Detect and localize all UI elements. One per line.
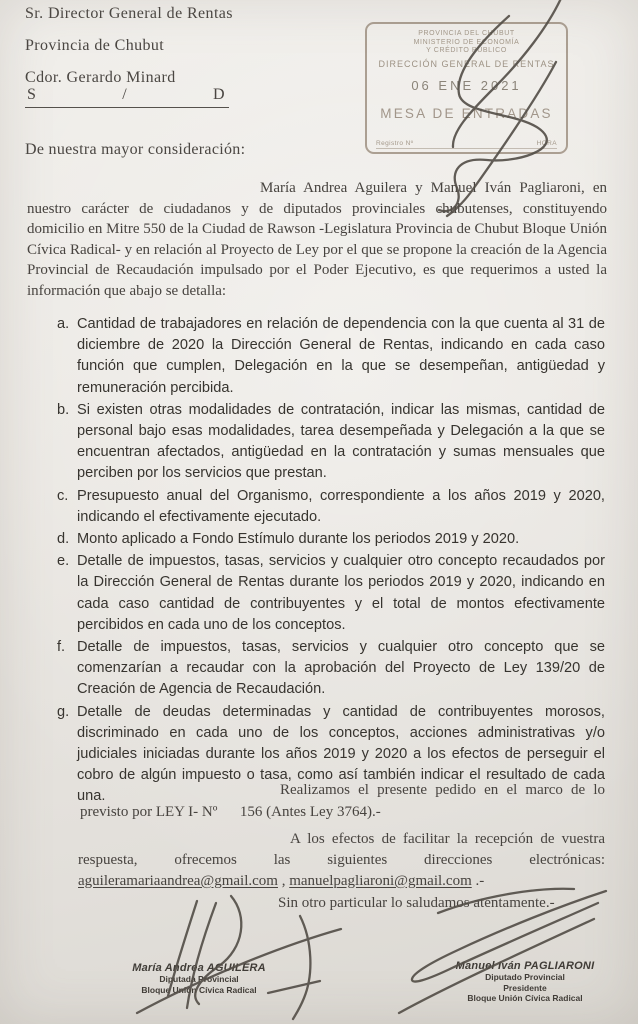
stamp-date: 06 ENE 2021 (411, 77, 522, 93)
closing-contact-paragraph (78, 829, 605, 891)
item-marker: g. (57, 703, 70, 720)
stamp-province-line: PROVINCIA DEL CHUBUT (418, 30, 515, 37)
signer-name: Manuel Iván PAGLIARONI (455, 960, 595, 972)
request-item-b (56, 400, 605, 485)
stamp-registry-label: Registro Nº (376, 140, 414, 147)
sd-left: S (27, 86, 37, 103)
signature-block-pagliaroni (425, 960, 625, 1004)
request-list (56, 314, 605, 809)
signer-role: Bloque Unión Cívica Radical (141, 984, 257, 995)
s-d-address-line (25, 86, 229, 108)
stamp-footer (376, 140, 557, 147)
closing-law-paragraph: Realizamos el presente pedido en el marco de lo previsto por LEY I- Nº 156 (Antes Ley 3764).- (80, 782, 605, 820)
stamp-desk-label: MESA DE ENTRADAS (380, 105, 553, 121)
email-aguilera: aguileramariaandrea@gmail.com (78, 872, 278, 889)
mesa-de-entradas-stamp (365, 22, 568, 154)
item-marker: f. (57, 639, 66, 656)
signature-stroke-left (293, 916, 310, 1019)
recipient-line: Sr. Director General de Rentas (25, 5, 233, 22)
stamp-writing-line (376, 148, 557, 149)
signer-role: Diputado Provincial (485, 972, 565, 982)
signer-role: Diputada Provincial (159, 974, 239, 984)
stamp-office-line: DIRECCIÓN GENERAL DE RENTAS (378, 58, 555, 69)
request-item-f (56, 637, 605, 701)
item-marker: c. (57, 487, 69, 504)
recipient-line: Provincia de Chubut (25, 37, 165, 54)
signature-block-aguilera (113, 962, 285, 995)
item-text: Si existen otras modalidades de contratación, indicar las mismas, cantidad de personal bajo esas modalidades, tarea desempeñada y Delegación a la que se encuentran afectados, antigüedad en la contratación y sumas mensuales que perciben por los servicios que prestan. (77, 401, 605, 482)
stamp-ministry-line: MINISTERIO DE ECONOMÍA (413, 38, 520, 46)
request-item-e (56, 551, 605, 636)
item-text: Monto aplicado a Fondo Estímulo durante los periodos 2019 y 2020. (77, 531, 520, 548)
item-marker: a. (57, 316, 70, 332)
salutation: De nuestra mayor consideración: (25, 141, 246, 158)
intro-paragraph: María Andrea Aguilera y Manuel Iván Pagliaroni, en nuestro carácter de ciudadanos y de diputados provinciales chubutenses, constituyendo domicilio en Mitre 550 de la Ciudad de Rawson -Legislatura Provincia de Chubut Bloque Unión Cívica Radical- y en relación al Proyecto de Ley por el que se propone la creación de la Agencia Provincial de Recaudación impulsado por el Poder Ejecutivo, es que requerimos a usted la información que abajo se detalla: (27, 180, 607, 299)
item-text: Cantidad de trabajadores en relación de dependencia con la que cuenta al 31 de diciembre de 2020 la Dirección General de Rentas, indicando en cada caso función que cumplen, Delegación en la que se desempeñan, antigüedad y remuneración percibida. (77, 316, 605, 396)
farewell-line: Sin otro particular lo saludamos atentamente.- (278, 895, 555, 911)
email-separator: , (277, 872, 290, 889)
request-item-a (56, 314, 605, 399)
signer-name: María Andrea AGUILERA (132, 962, 266, 974)
sd-separator: / (122, 86, 128, 103)
stamp-credit-line: Y CRÉDITO PÚBLICO (426, 47, 507, 54)
recipient-line: Cdor. Gerardo Minard (25, 69, 176, 86)
item-text: Detalle de impuestos, tasas, servicios y cualquier otro concepto que se comenzarían a recaudar con la aprobación del Proyecto de Ley 139/20 de Creación de Agencia de Recaudación. (77, 639, 605, 698)
item-marker: b. (57, 401, 70, 418)
email-pagliaroni: manuelpagliaroni@gmail.com (289, 872, 472, 889)
signer-role: Presidente (503, 982, 547, 993)
contact-end: .- (471, 872, 485, 889)
item-text: Presupuesto anual del Organismo, correspondiente a los años 2019 y 2020, indicando el efectivamente ejecutado. (77, 487, 605, 525)
item-text: Detalle de deudas determinadas y cantidad de contribuyentes morosos, discriminado en cada uno de los conceptos, acciones administrativas y/o judiciales iniciadas durante los años 2019 y 2020 a los efectos de perseguir el cobro de algún impuesto o tasa, como así también indicar el resultado de cada una. (77, 703, 605, 805)
request-item-d (56, 529, 605, 550)
item-text: Detalle de impuestos, tasas, servicios y cualquier otro concepto recaudados por la Dirección General de Rentas durante los periodos 2019 y 2020, indicando en cada caso cantidad de contribuyentes y el total de montos efectivamente percibidos en cada uno de los conceptos. (77, 553, 605, 633)
signer-role: Bloque Unión Cívica Radical (467, 993, 583, 1003)
contact-text: A los efectos de facilitar la recepción de vuestra respuesta, ofrecemos las siguientes direcciones electrónicas: (78, 831, 605, 868)
request-item-c (56, 486, 605, 528)
sd-right: D (213, 86, 225, 103)
item-marker: e. (57, 553, 70, 570)
item-marker: d. (57, 531, 70, 548)
stamp-hour-label: HORA (536, 140, 557, 147)
